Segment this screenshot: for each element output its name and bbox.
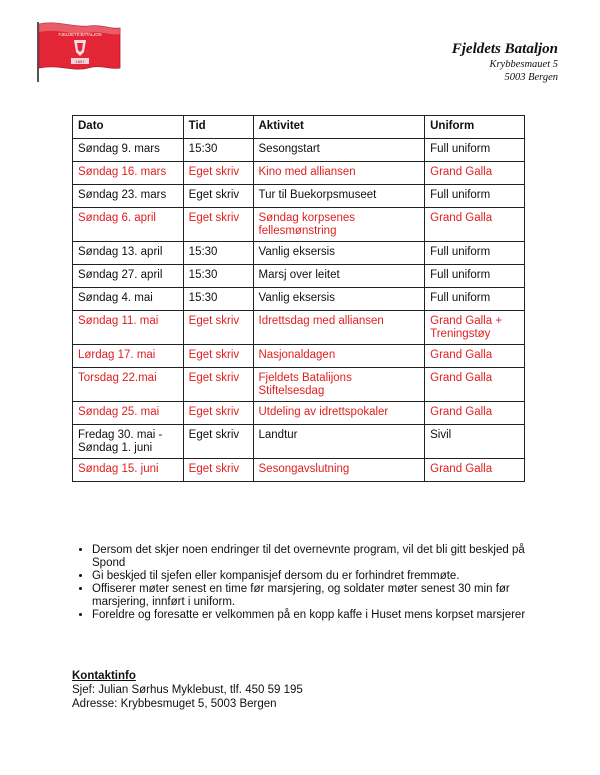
letterhead xyxy=(452,40,558,84)
contact-address: Adresse: Krybbesmuget 5, 5003 Bergen xyxy=(72,698,277,710)
cell-uniform: Grand Galla xyxy=(425,345,525,368)
cell-aktivitet: Fjeldets Batalijons Stiftelsesdag xyxy=(253,368,425,402)
cell-uniform: Grand Galla xyxy=(425,208,525,242)
table-row xyxy=(73,139,525,162)
cell-aktivitet: Sesongstart xyxy=(253,139,425,162)
note-item: • Dersom det skjer noen endringer til det overnevnte program, vil det bli gitt beskjed på Spond xyxy=(92,544,542,570)
cell-dato: Søndag 11. mai xyxy=(73,311,184,345)
table-header-row xyxy=(73,116,525,139)
cell-uniform: Grand Galla xyxy=(425,459,525,482)
cell-aktivitet: Søndag korpsenes fellesmønstring xyxy=(253,208,425,242)
cell-dato: Søndag 4. mai xyxy=(73,288,184,311)
cell-uniform: Grand Galla xyxy=(425,402,525,425)
cell-dato: Søndag 6. april xyxy=(73,208,184,242)
cell-aktivitet: Nasjonaldagen xyxy=(253,345,425,368)
cell-uniform: Sivil xyxy=(425,425,525,459)
table-row xyxy=(73,345,525,368)
cell-dato: Søndag 23. mars xyxy=(73,185,184,208)
org-name: Fjeldets Bataljon xyxy=(451,41,558,57)
cell-tid: 15:30 xyxy=(183,242,253,265)
cell-uniform: Grand Galla xyxy=(425,368,525,402)
cell-tid: Eget skriv xyxy=(183,402,253,425)
cell-uniform: Full uniform xyxy=(425,185,525,208)
header-uniform: Uniform xyxy=(425,116,525,139)
cell-tid: Eget skriv xyxy=(183,425,253,459)
org-postal: 5003 Bergen xyxy=(504,72,558,83)
cell-tid: 15:30 xyxy=(183,265,253,288)
cell-dato: Lørdag 17. mai xyxy=(73,345,184,368)
contact-chief: Sjef: Julian Sørhus Myklebust, tlf. 450 59 195 xyxy=(72,684,303,696)
cell-dato: Fredag 30. mai - Søndag 1. juni xyxy=(73,425,184,459)
cell-uniform: Full uniform xyxy=(425,242,525,265)
cell-aktivitet: Sesongavslutning xyxy=(253,459,425,482)
table-row xyxy=(73,185,525,208)
cell-aktivitet: Marsj over leitet xyxy=(253,265,425,288)
header-aktivitet: Aktivitet xyxy=(253,116,425,139)
cell-tid: Eget skriv xyxy=(183,368,253,402)
flag-text-bottom: 1897 xyxy=(75,58,85,64)
cell-uniform: Full uniform xyxy=(425,288,525,311)
cell-tid: 15:30 xyxy=(183,139,253,162)
cell-uniform: Grand Galla xyxy=(425,162,525,185)
cell-dato: Søndag 16. mars xyxy=(73,162,184,185)
cell-aktivitet: Tur til Buekorpsmuseet xyxy=(253,185,425,208)
cell-uniform: Full uniform xyxy=(425,265,525,288)
cell-aktivitet: Vanlig eksersis xyxy=(253,288,425,311)
org-street: Krybbesmauet 5 xyxy=(489,59,558,70)
table-row xyxy=(73,288,525,311)
cell-dato: Søndag 15. juni xyxy=(73,459,184,482)
cell-tid: Eget skriv xyxy=(183,185,253,208)
table-row xyxy=(73,459,525,482)
note-item: • Foreldre og foresatte er velkommen på en kopp kaffe i Huset mens korpset marsjerer xyxy=(92,609,542,622)
cell-aktivitet: Vanlig eksersis xyxy=(253,242,425,265)
cell-tid: 15:30 xyxy=(183,288,253,311)
cell-dato: Torsdag 22.mai xyxy=(73,368,184,402)
note-item: • Gi beskjed til sjefen eller kompanisjef dersom du er forhindret fremmøte. xyxy=(92,570,542,583)
cell-aktivitet: Landtur xyxy=(253,425,425,459)
contact-section xyxy=(72,669,303,711)
table-row xyxy=(73,208,525,242)
cell-tid: Eget skriv xyxy=(183,162,253,185)
cell-aktivitet: Utdeling av idrettspokaler xyxy=(253,402,425,425)
cell-aktivitet: Kino med alliansen xyxy=(253,162,425,185)
schedule-table xyxy=(72,115,525,482)
cell-aktivitet: Idrettsdag med alliansen xyxy=(253,311,425,345)
cell-tid: Eget skriv xyxy=(183,459,253,482)
table-row xyxy=(73,242,525,265)
table-row xyxy=(73,368,525,402)
table-row xyxy=(73,162,525,185)
contact-title: Kontaktinfo xyxy=(72,670,136,682)
cell-dato: Søndag 9. mars xyxy=(73,139,184,162)
cell-uniform: Full uniform xyxy=(425,139,525,162)
table-row xyxy=(73,425,525,459)
cell-dato: Søndag 25. mai xyxy=(73,402,184,425)
header-tid: Tid xyxy=(183,116,253,139)
table-row xyxy=(73,311,525,345)
table-row xyxy=(73,265,525,288)
flag-logo xyxy=(34,18,122,84)
header-dato: Dato xyxy=(73,116,184,139)
cell-dato: Søndag 13. april xyxy=(73,242,184,265)
note-item: • Offiserer møter senest en time før marsjering, og soldater møter senest 30 min før marsjering, innført i uniform. xyxy=(92,583,542,609)
cell-dato: Søndag 27. april xyxy=(73,265,184,288)
cell-tid: Eget skriv xyxy=(183,345,253,368)
cell-tid: Eget skriv xyxy=(183,311,253,345)
cell-tid: Eget skriv xyxy=(183,208,253,242)
flag-text-top: FJELDETS BATALJON xyxy=(58,32,102,37)
table-row xyxy=(73,402,525,425)
cell-uniform: Grand Galla + Treningstøy xyxy=(425,311,525,345)
notes-list xyxy=(78,544,542,622)
